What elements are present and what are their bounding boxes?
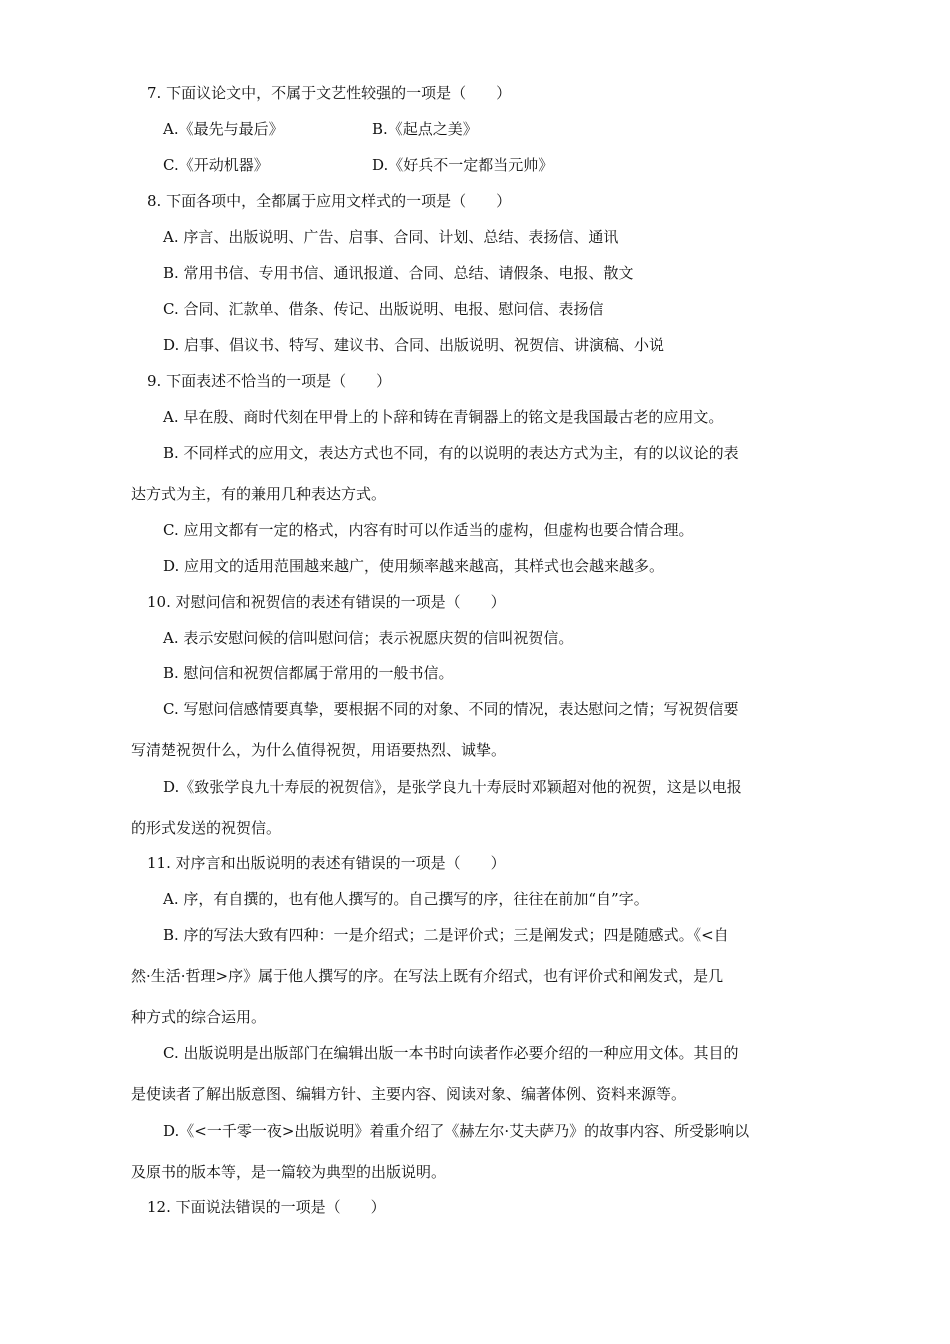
question-10-option-d-line-1: D.《致张学良九十寿辰的祝贺信》，是张学良九十寿辰时邓颖超对他的祝贺，这是以电报 bbox=[163, 778, 742, 796]
question-8-option-a: A. 序言、出版说明、广告、启事、合同、计划、总结、表扬信、通讯 bbox=[163, 228, 619, 246]
question-9-option-b-line-1: B. 不同样式的应用文，表达方式也不同，有的以说明的表达方式为主，有的以议论的表 bbox=[163, 444, 739, 462]
question-10-option-b: B. 慰问信和祝贺信都属于常用的一般书信。 bbox=[163, 664, 454, 682]
question-9-option-a: A. 早在殷、商时代刻在甲骨上的卜辞和铸在青铜器上的铭文是我国最古老的应用文。 bbox=[163, 408, 724, 426]
question-7-options-row-1 bbox=[0, 119, 950, 139]
question-11-option-b-line-1: B. 序的写法大致有四种：一是介绍式；二是评价式；三是阐发式；四是随感式。《<自 bbox=[163, 926, 729, 944]
question-10-option-d-line-2: 的形式发送的祝贺信。 bbox=[131, 819, 282, 837]
question-8-option-d: D. 启事、倡议书、特写、建议书、合同、出版说明、祝贺信、讲演稿、小说 bbox=[163, 336, 665, 354]
question-11-option-c-line-2: 是使读者了解出版意图、编辑方针、主要内容、阅读对象、编著体例、资料来源等。 bbox=[131, 1085, 687, 1103]
question-10-option-a: A. 表示安慰问候的信叫慰问信；表示祝愿庆贺的信叫祝贺信。 bbox=[163, 629, 574, 647]
question-9-option-c: C. 应用文都有一定的格式，内容有时可以作适当的虚构，但虚构也要合情合理。 bbox=[163, 521, 694, 539]
question-12-stem: 12. 下面说法错误的一项是（ ） bbox=[147, 1198, 386, 1216]
question-10-stem: 10. 对慰问信和祝贺信的表述有错误的一项是（ ） bbox=[147, 593, 506, 611]
question-10-option-c-line-2: 写清楚祝贺什么，为什么值得祝贺，用语要热烈、诚挚。 bbox=[131, 741, 507, 759]
question-11-option-c-line-1: C. 出版说明是出版部门在编辑出版一本书时向读者作必要介绍的一种应用文体。其目的 bbox=[163, 1044, 739, 1062]
question-8-stem: 8. 下面各项中，全都属于应用文样式的一项是（ ） bbox=[147, 192, 512, 210]
question-9-stem: 9. 下面表述不恰当的一项是（ ） bbox=[147, 372, 392, 390]
question-7-options-row-2 bbox=[0, 155, 950, 175]
question-11-option-b-line-2: 然·生活·哲理>序》属于他人撰写的序。在写法上既有介绍式，也有评价式和阐发式，是几 bbox=[131, 967, 724, 985]
question-11-option-a: A. 序，有自撰的，也有他人撰写的。自己撰写的序，往往在前加“自”字。 bbox=[163, 890, 649, 908]
question-7-option-d: D.《好兵不一定都当元帅》 bbox=[372, 156, 554, 174]
question-7-option-a: A.《最先与最后》 bbox=[163, 120, 284, 138]
question-9-option-d: D. 应用文的适用范围越来越广，使用频率越来越高，其样式也会越来越多。 bbox=[163, 557, 665, 575]
question-11-option-d-line-1: D.《<一千零一夜>出版说明》着重介绍了《赫左尔·艾夫萨乃》的故事内容、所受影响以 bbox=[163, 1122, 750, 1140]
question-11-option-d-line-2: 及原书的版本等，是一篇较为典型的出版说明。 bbox=[131, 1163, 447, 1181]
question-10-option-c-line-1: C. 写慰问信感情要真挚，要根据不同的对象、不同的情况，表达慰问之情；写祝贺信要 bbox=[163, 700, 739, 718]
question-7-option-c: C.《开动机器》 bbox=[163, 156, 269, 174]
question-11-stem: 11. 对序言和出版说明的表述有错误的一项是（ ） bbox=[147, 854, 506, 872]
question-9-option-b-line-2: 达方式为主，有的兼用几种表达方式。 bbox=[131, 485, 387, 503]
question-8-option-b: B. 常用书信、专用书信、通讯报道、合同、总结、请假条、电报、散文 bbox=[163, 264, 634, 282]
question-11-option-b-line-3: 种方式的综合运用。 bbox=[131, 1008, 267, 1026]
question-7-option-b: B.《起点之美》 bbox=[372, 120, 478, 138]
question-8-option-c: C. 合同、汇款单、借条、传记、出版说明、电报、慰问信、表扬信 bbox=[163, 300, 604, 318]
question-7-stem: 7. 下面议论文中，不属于文艺性较强的一项是（ ） bbox=[147, 84, 512, 102]
